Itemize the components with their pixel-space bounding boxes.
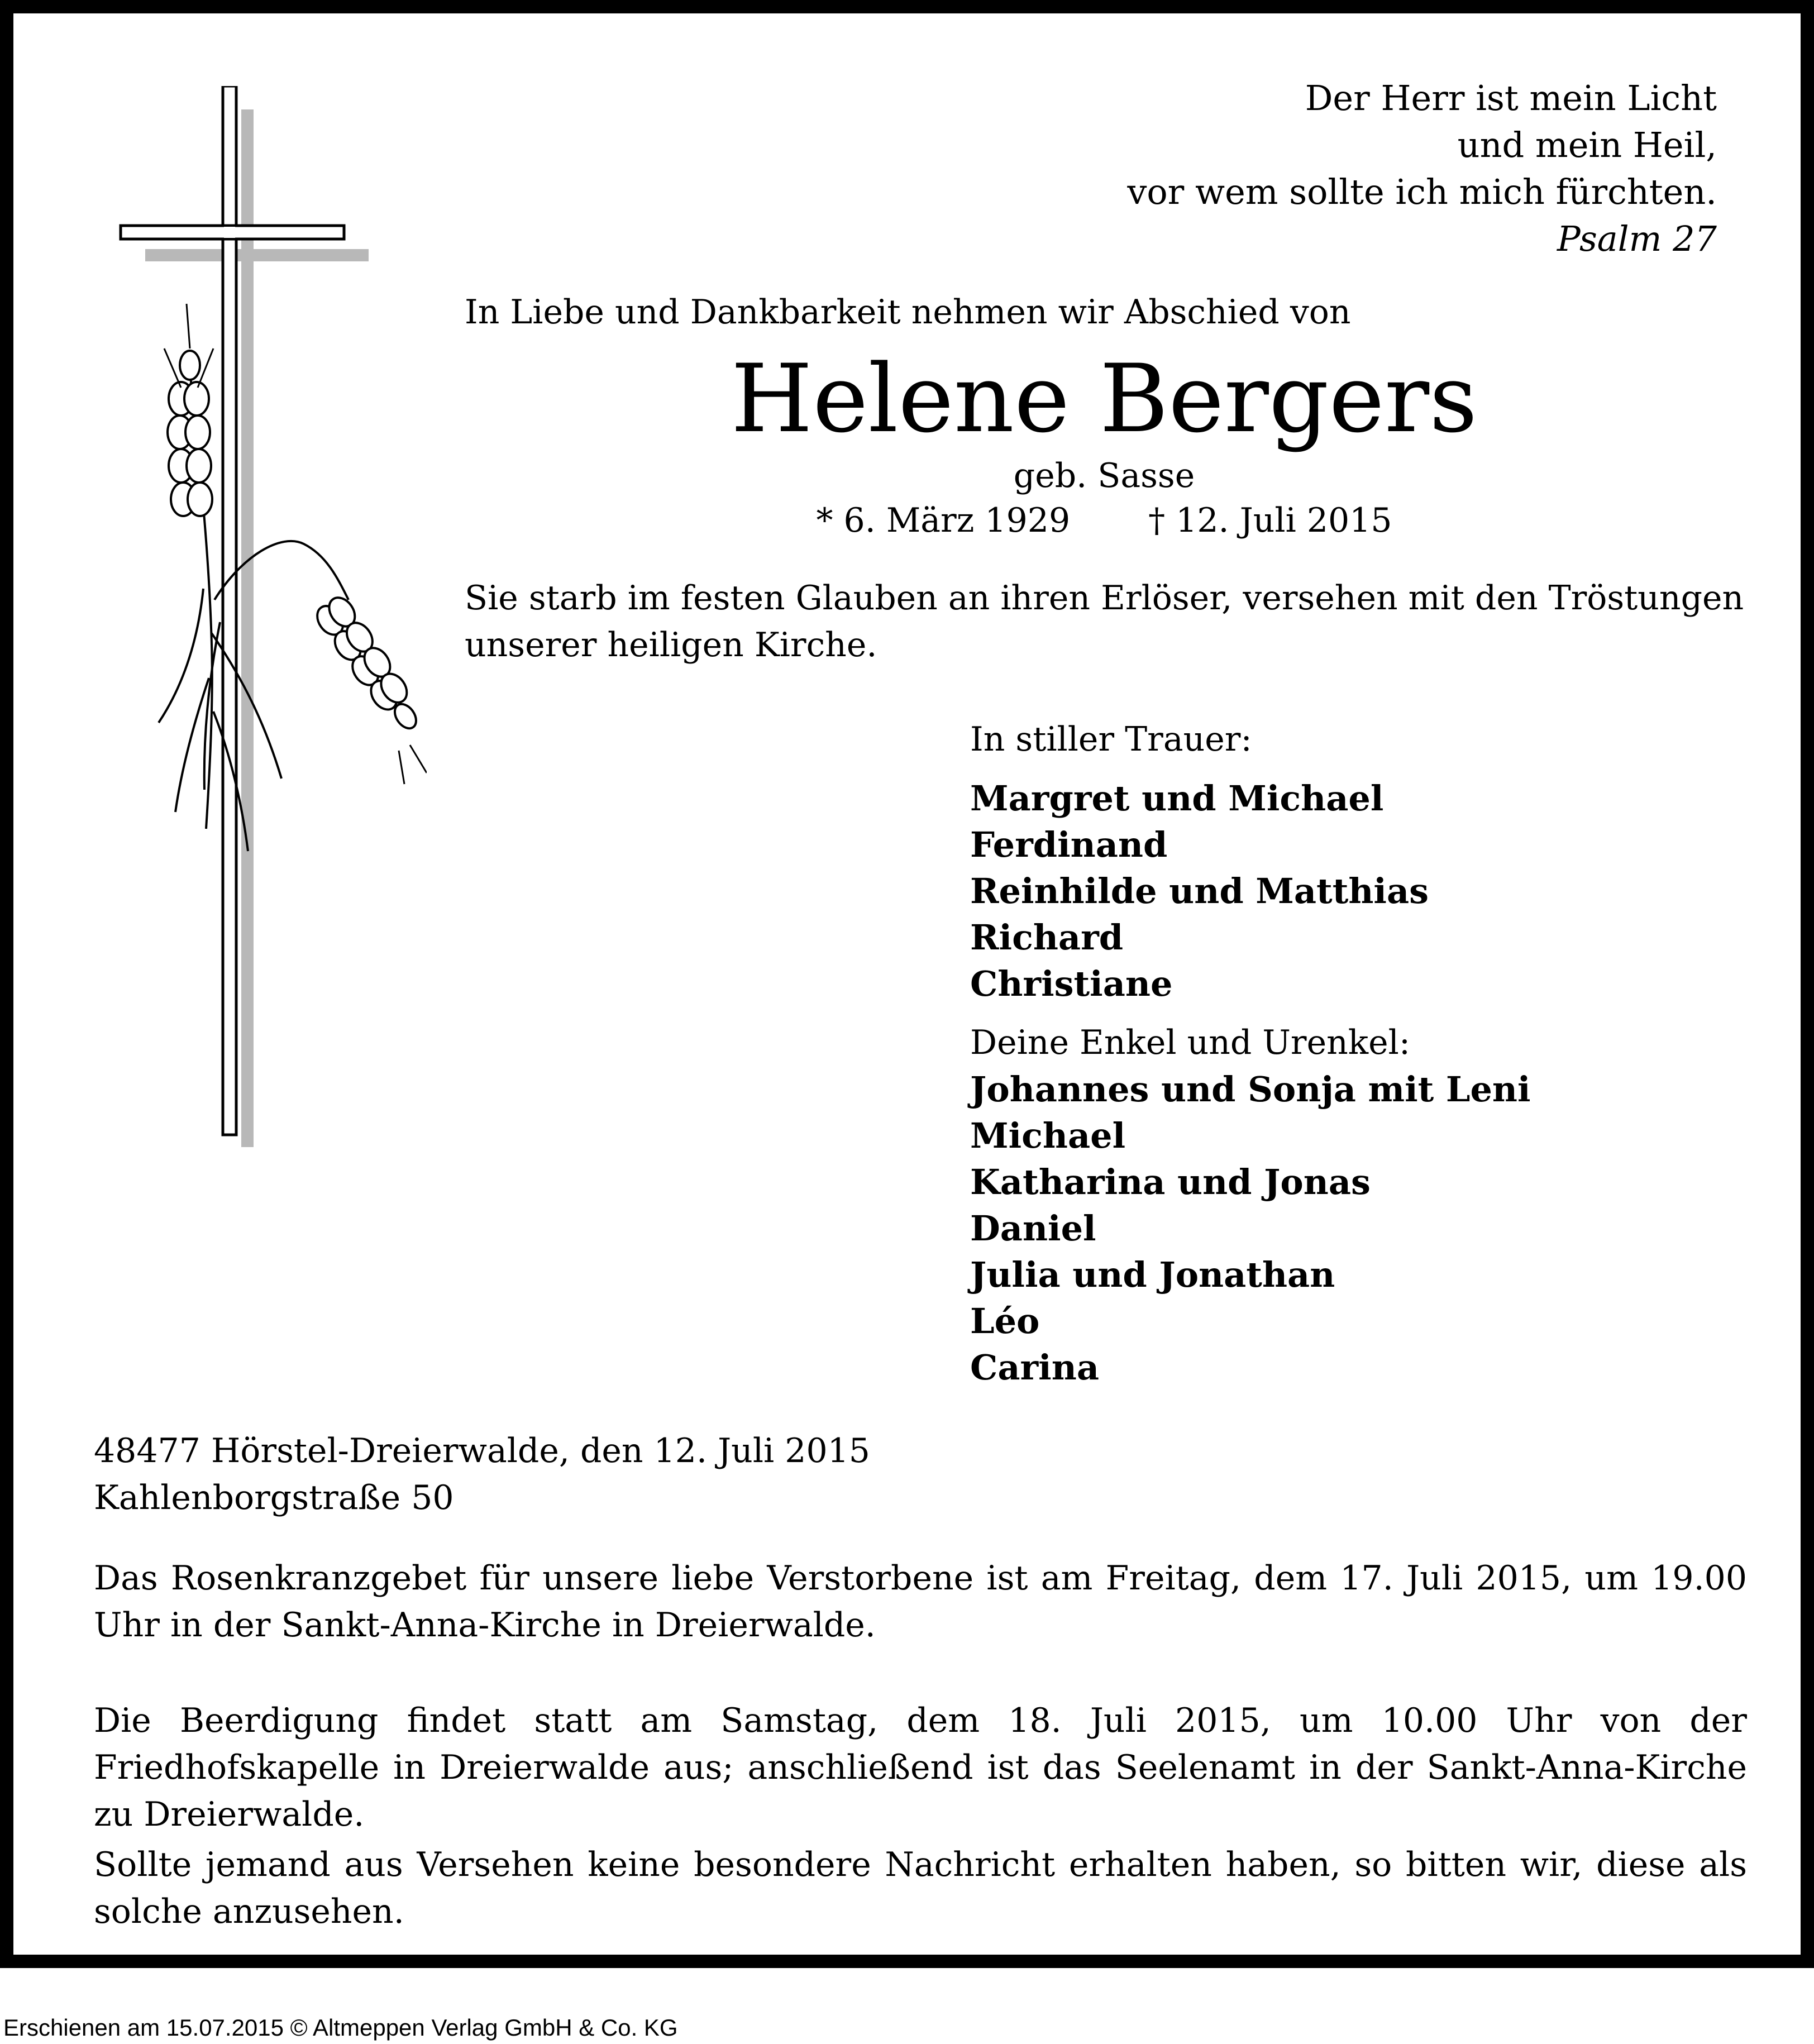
maiden-name: geb. Sasse: [1013, 456, 1195, 495]
birth-date: * 6. März 1929: [816, 501, 1071, 540]
psalm-quote: [1127, 75, 1717, 262]
psalm-line-2: und mein Heil,: [1457, 125, 1717, 165]
grandchild: Katharina und Jonas: [970, 1162, 1371, 1202]
mourners-label: In stiller Trauer:: [970, 720, 1252, 759]
publication-footer: Erschienen am 15.07.2015 © Altmeppen Verlag GmbH & Co. KG: [3, 2014, 678, 2041]
psalm-line-1: Der Herr ist mein Licht: [1305, 78, 1717, 118]
life-dates: [465, 497, 1744, 544]
family-member: Richard: [970, 917, 1124, 958]
notice-paragraph: Sollte jemand aus Versehen keine besondere Nachricht erhalten haben, so bitten wir, diese als solche anzusehen.: [94, 1845, 1747, 1931]
address-line-1: 48477 Hörstel-Dreierwalde, den 12. Juli 2015: [94, 1431, 870, 1470]
grandchild: Michael: [970, 1115, 1126, 1156]
psalm-reference: Psalm 27: [1557, 218, 1717, 259]
deceased-name: Helene Bergers: [731, 344, 1478, 453]
address-line-2: Kahlenborgstraße 50: [94, 1478, 454, 1517]
grandchild: Daniel: [970, 1208, 1096, 1249]
grandchild: Carina: [970, 1347, 1099, 1388]
address-block: [94, 1427, 870, 1521]
grandchild: Léo: [970, 1301, 1040, 1341]
faith-line-1: Sie starb im festen Glauben an ihren Erlöser, versehen mit den Tröstungen: [465, 579, 1744, 618]
mourners-list: [970, 716, 1531, 1391]
family-member: Margret und Michael: [970, 778, 1384, 819]
grandchildren-label: Deine Enkel und Urenkel:: [970, 1023, 1411, 1062]
death-date: † 12. Juli 2015: [1148, 501, 1392, 540]
family-member: Reinhilde und Matthias: [970, 871, 1429, 911]
family-member: Ferdinand: [970, 824, 1168, 865]
rosary-paragraph: Das Rosenkranzgebet für unsere liebe Verstorbene ist am Freitag, dem 17. Juli 2015, um 19.00 Uhr in der Sankt-Anna-Kirche in Dreierwalde.: [94, 1559, 1747, 1645]
family-member: Christiane: [970, 963, 1173, 1004]
faith-line-2: unserer heiligen Kirche.: [465, 625, 877, 665]
grandchild: Julia und Jonathan: [970, 1254, 1335, 1295]
grandchild: Johannes und Sonja mit Leni: [970, 1069, 1531, 1110]
cross-with-wheat-icon: [114, 86, 427, 1147]
funeral-paragraph: Die Beerdigung findet statt am Samstag, dem 18. Juli 2015, um 10.00 Uhr von der Friedhofskapelle in Dreierwalde aus; anschließend ist das Seelenamt in der Sankt-Anna-Kirche zu Dreierwalde.: [94, 1701, 1747, 1834]
intro-text: In Liebe und Dankbarkeit nehmen wir Abschied von: [465, 293, 1351, 332]
psalm-line-3: vor wem sollte ich mich fürchten.: [1127, 171, 1717, 212]
faith-statement: [465, 575, 1744, 668]
